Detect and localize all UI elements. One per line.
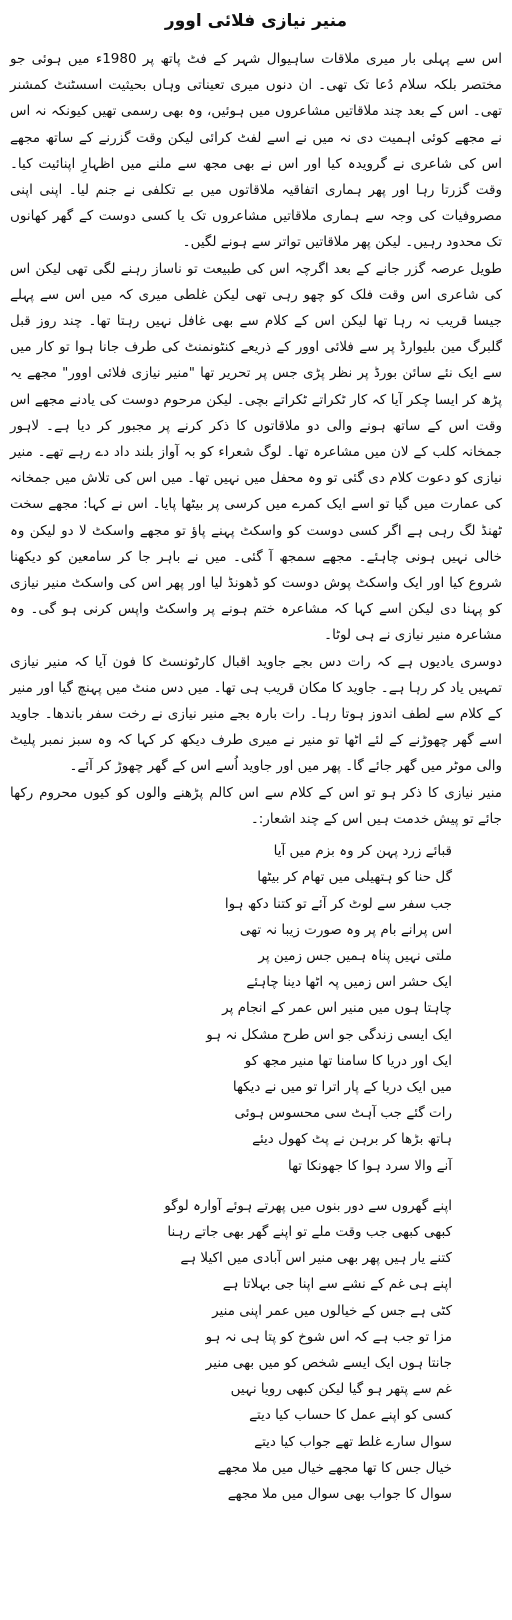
poetry-verses — [10, 838, 502, 1507]
verse-line: خیال جس کا تھا مجھے خیال میں ملا مجھے — [217, 1459, 452, 1476]
verse-line: سوال کا جواب بھی سوال میں ملا مجھے — [227, 1485, 452, 1502]
verse-line: غم سے پتھر ہو گیا لیکن کبھی رویا نہیں — [230, 1381, 452, 1398]
verse-line: اپنے ہی غم کے نشے سے اپنا جی بہلاتا ہے — [222, 1276, 452, 1293]
verse-line: ایک حشر اس زمیں پہ اٹھا دینا چاہئے — [246, 974, 452, 991]
paragraph-4: منیر نیازی کا ذکر ہو تو اس کے کلام سے اس کالم پڑھنے والوں کو کیوں محروم رکھا جائے تو پیش خدمت ہیں اس کے چند اشعار:۔ — [10, 784, 502, 827]
verse-line: جب سفر سے لوٹ کر آئے تو کتنا دکھ ہوا — [224, 895, 452, 912]
verse-line: ایک اور دریا کا سامنا تھا منیر مجھ کو — [244, 1052, 452, 1069]
paragraph-2: طویل عرصہ گزر جانے کے بعد اگرچہ اس کی طبیعت تو ناساز رہنے لگی تھی لیکن اس کی شاعری اس وقت فلک کو چھو رہی تھی لیکن غلطی میری کہ میں اس سے پہلے جیسا قریب نہ رہا تھا لیکن اس کے کلام سے بھی غافل نہیں رہتا تھا۔ چند روز قبل گلبرگ مین بلیوارڈ پر سے فلائی اوور کے ذریعے کنٹونمنٹ کی طرف جانا ہوا تو کار میں سے ایک نئے سائن بورڈ پر نظر پڑی جس پر تحریر تھا "منیر نیازی فلائی اوور" مجھے یہ پڑھ کر ایسا چکر آیا کہ کار ٹکراتے ٹکراتے بچی۔ لیکن مرحوم دوست کی یادنے مجھے اس وقت اس کے ساتھ ہونے والی دو ملاقاتوں کا ذکر کرنے پر مجبور کر دیا ہے۔ لاہور جمخانہ کلب کے لان میں مشاعرہ تھا۔ لوگ شعراء کو بہ آواز بلند داد دے رہے تھے۔ منیر نیازی کو دعوت کلام دی گئی تو وہ محفل میں نہیں تھا۔ میں اس کی تلاش میں جمخانہ کی عمارت میں گیا تو اسے ایک کمرے میں کرسی پر بیٹھا پایا۔ اس نے کہا: مجھے سخت ٹھنڈ لگ رہی ہے اگر کسی دوست کو واسکٹ پہنے پاؤ تو مجھے واسکٹ لا دو لیکن وہ خالی نہیں ہونی چاہئے۔ مجھے سمجھ آ گئی۔ میں نے باہر جا کر سامعین کو دیکھنا شروع کیا اور ایک واسکٹ پوش دوست کو ڈھونڈ لیا اور پھر اس کی واسکٹ منیر نیازی کو پہنا دی لیکن اسے کہا کہ مشاعرہ ختم ہونے پر واسکٹ واپس کرنی ہو گی۔ وہ مشاعرہ منیر نیازی نے ہی لوٹا۔ — [10, 260, 502, 644]
verse-line: ایک ایسی زندگی جو اس طرح مشکل نہ ہو — [206, 1026, 452, 1043]
verse-line: مزا تو جب ہے کہ اس شوخ کو پتا ہی نہ ہو — [205, 1328, 452, 1345]
verse-line: میں ایک دریا کے پار اترا تو میں نے دیکھا — [232, 1078, 452, 1095]
verse-line: گل حنا کو ہتھیلی میں تھام کر بیٹھا — [257, 869, 452, 886]
verse-line: کٹی ہے جس کے خیالوں میں عمر اپنی منیر — [212, 1302, 452, 1319]
verse-line: آنے والا سرد ہوا کا جھونکا تھا — [287, 1157, 452, 1174]
paragraph-1: اس سے پہلی بار میری ملاقات ساہیوال شہر کے فٹ پاتھ پر 1980ء میں ہوئی جو مختصر بلکہ سلام دُعا تک تھی۔ ان دنوں میری تعیناتی وہاں بحیثیت اسسٹنٹ کمشنر تھی۔ اس کے بعد چند ملاقاتیں مشاعروں میں ہوئیں، وہ بھی رسمی تھیں کیونکہ نہ اس نے مجھے کوئی اہمیت دی نہ میں نے اسے لفٹ کرائی لیکن وقت گزرنے کے ساتھ مجھے اس کی شاعری نے گرویدہ کیا اور اس نے بھی مجھ سے ملنے میں اظہارِ اپنائیت کیا۔ وقت گزرتا رہا اور پھر ہماری اتفاقیہ ملاقاتوں میں بے تکلفی نے جنم لیا۔ اپنی اپنی مصروفیات کی وجہ سے ہماری ملاقاتیں مشاعروں تک یا کسی دوست کے گھر کھانوں تک محدود رہیں۔ لیکن پھر ملاقاتیں تواتر سے ہونے لگیں۔ — [10, 51, 502, 251]
verse-line: کسی کو اپنے عمل کا حساب کیا دیتے — [249, 1407, 452, 1424]
paragraph-3: دوسری یادیوں ہے کہ رات دس بجے جاوید اقبال کارٹونسٹ کا فون آیا کہ منیر نیازی تمہیں یاد کر رہا ہے۔ جاوید کا مکان قریب ہی تھا۔ میں دس منٹ میں پہنچ گیا اور منیر کے کلام سے لطف اندوز ہوتا رہا۔ رات بارہ بجے منیر نیازی نے رخت سفر باندھا۔ جاوید اسے گھر چھوڑنے کے لئے اٹھا تو منیر نے میری طرف دیکھ کر کہا کہ وہ سبز نمبر پلیٹ والی موٹر میں گھر جائے گا۔ پھر میں اور جاوید اُسے اس کے گھر چھوڑ کر آئے۔ — [10, 653, 502, 775]
article-body — [10, 46, 502, 832]
stanza-2 — [10, 1193, 452, 1507]
verse-line: قبائے زرد پہن کر وہ بزم میں آیا — [273, 843, 452, 860]
verse-line: کبھی کبھی جب وقت ملے تو اپنے گھر بھی جاتے رہنا — [167, 1223, 452, 1240]
verse-line: اس پرانے بام پر وہ صورت زیبا نہ تھی — [239, 921, 452, 938]
verse-line: رات گئے جب آہٹ سی محسوس ہوئی — [234, 1105, 452, 1122]
verse-line: چاہتا ہوں میں منیر اس عمر کے انجام پر — [222, 1000, 452, 1017]
verse-line: ملتی نہیں پناہ ہمیں جس زمین پر — [258, 947, 452, 964]
verse-line: ہاتھ بڑھا کر برہن نے پٹ کھول دیئے — [252, 1131, 452, 1148]
column-title: منیر نیازی فلائی اوور — [164, 11, 348, 31]
verse-line: جانتا ہوں ایک ایسے شخص کو میں بھی منیر — [205, 1354, 452, 1371]
stanza-1 — [10, 838, 452, 1179]
verse-line: کتنے یار ہیں پھر بھی منیر اس آبادی میں اکیلا ہے — [180, 1250, 452, 1267]
verse-line: سوال سارے غلط تھے جواب کیا دیتے — [254, 1433, 452, 1450]
verse-line: اپنے گھروں سے دور بنوں میں پھرتے ہوئے آوارہ لوگو — [164, 1197, 452, 1214]
stanza-divider — [10, 1179, 452, 1193]
